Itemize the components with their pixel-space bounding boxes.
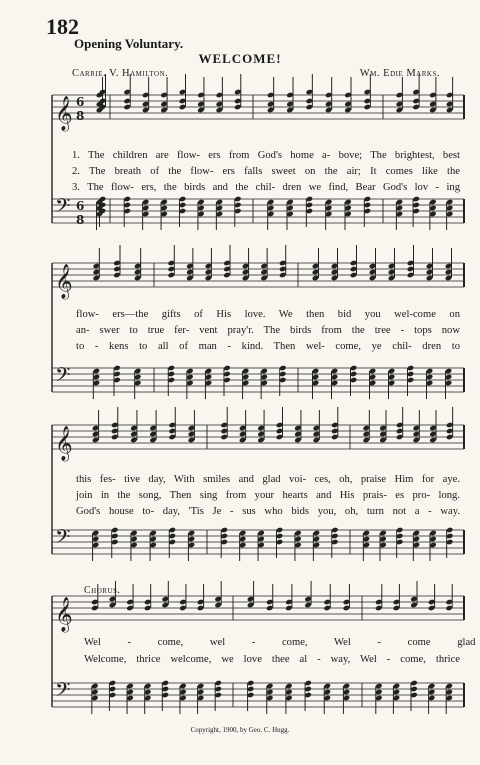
verse-3-line-2: to - kens to all of man - kind. Then wel- come, ye chil- dren to — [76, 341, 460, 352]
chorus-line-2: Welcome, thrice welcome, we love thee al - way, Wel - come, thrice — [84, 654, 460, 665]
occasion-label: Opening Voluntary. — [74, 36, 184, 51]
verse-2-line-3: join in the song, Then sing from your hearts and His prais- es pro- long. — [76, 490, 460, 501]
composer-credit: Wm. Edie Marks. — [359, 68, 440, 79]
bass-clef-icon: 𝄢 — [55, 194, 71, 222]
verse-1-line-2: flow- ers—the gifts of His love. We then bid you wel-come on — [76, 309, 460, 320]
bass-clef-icon: 𝄢 — [55, 678, 71, 706]
verse-3-line-1: 3. The flow- ers, the birds and the chil- dren we find, Bear God's lov - ing — [72, 182, 460, 193]
chorus-label: Chorus. — [84, 585, 121, 596]
bass-clef-icon: 𝄢 — [55, 525, 71, 553]
time-signature-bottom: 8 — [76, 109, 85, 123]
time-signature-bottom: 8 — [76, 213, 85, 227]
copyright-notice: Copyright, 1900, by Geo. C. Hugg. — [190, 726, 290, 734]
page-number: 182 — [46, 14, 79, 39]
treble-clef-icon: 𝄞 — [55, 426, 73, 461]
treble-clef-icon: 𝄞 — [55, 96, 73, 131]
author-credit: Carrie. V. Hamilton. — [72, 68, 169, 79]
verse-3-line-3: God's house to- day, 'Tis Je - sus who bids you, oh, turn not a - way. — [76, 506, 460, 517]
hymn-title: WELCOME! — [198, 51, 282, 66]
chorus-line-1: Wel - come, wel - come, Wel - come glad — [84, 637, 476, 648]
verse-1-line-1: 1. The children are flow- ers from God's home a- bove; The brightest, best — [72, 150, 460, 161]
treble-clef-icon: 𝄞 — [55, 597, 73, 632]
bass-clef-icon: 𝄢 — [55, 363, 71, 391]
verse-2-line-1: 2. The breath of the flow- ers falls sweet on the air; It comes like the — [72, 166, 460, 177]
verse-1-line-3: this fes- tive day, With smiles and glad voi- ces, oh, praise Him for aye. — [76, 474, 460, 485]
verse-2-line-2: an- swer to true fer- vent pray'r. The birds from the tree - tops now — [76, 325, 460, 336]
time-signature-top: 6 — [76, 199, 85, 213]
time-signature-top: 6 — [76, 95, 85, 109]
treble-clef-icon: 𝄞 — [55, 264, 73, 299]
